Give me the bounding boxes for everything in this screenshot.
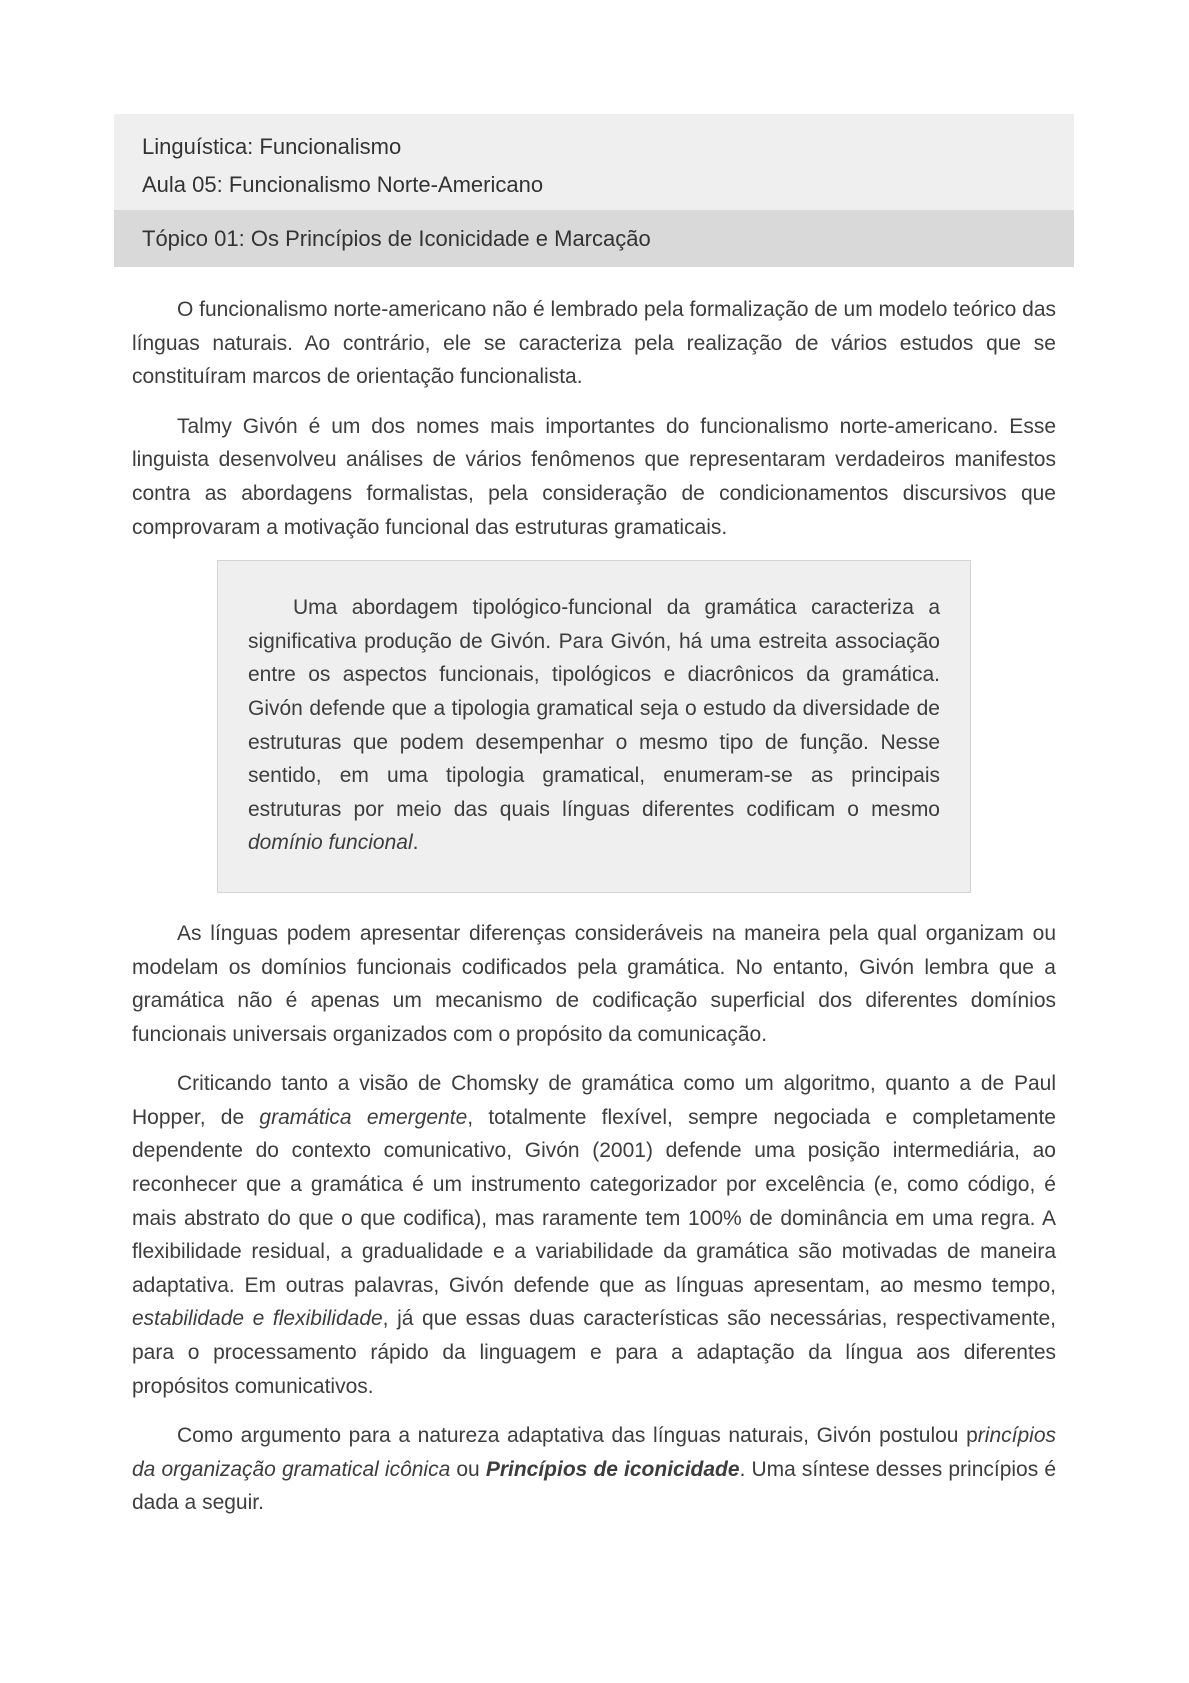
p5-part-e: . Uma síntese desses princípios é dada a seguir. — [132, 1457, 1056, 1515]
quote-paragraph — [248, 591, 940, 860]
topic-title: Tópico 01: Os Princípios de Iconicidade e Marcação — [114, 210, 1074, 267]
paragraph-1: O funcionalismo norte-americano não é lembrado pela formalização de um modelo teórico das línguas naturais. Ao contrário, ele se caracteriza pela realização de vários estudos que se constituíram marcos de orientação funcionalista. — [132, 298, 1056, 389]
p4-part-a: Criticando tanto a visão de Chomsky de gramática como um algoritmo, quanto a de Paul Hopper, de — [132, 1072, 1056, 1129]
p5-part-c: ou — [450, 1457, 486, 1481]
quote-box — [217, 560, 971, 893]
lesson-title: Aula 05: Funcionalismo Norte-Americano — [142, 172, 544, 197]
quote-end: . — [412, 831, 419, 855]
paragraph-2: Talmy Givón é um dos nomes mais importantes do funcionalismo norte-americano. Esse linguista desenvolveu análises de vários fenômenos que representaram verdadeiros manifestos contra as abordagens formalistas, pela consideração de condicionamentos discursivos que comprovaram a motivação funcional das estruturas gramaticais. — [132, 414, 1056, 539]
header-title-block — [114, 114, 1074, 210]
quote-italic-term: domínio funcional — [248, 831, 413, 855]
paragraph-4 — [132, 1067, 1056, 1403]
p5-italic-principles: rincípios da organização gramatical icônica — [132, 1424, 1056, 1481]
p5-part-a: Como argumento para a natureza adaptativa das línguas naturais, Givón postulou p — [177, 1424, 978, 1448]
course-title: Linguística: Funcionalismo — [142, 134, 402, 159]
paragraph-3: As línguas podem apresentar diferenças consideráveis na maneira pela qual organizam ou modelam os domínios funcionais codificados pela gramática. No entanto, Givón lembra que a gramática não é apenas um mecanismo de codificação superficial dos diferentes domínios funcionais universais organizados com o propósito da comunicação. — [132, 921, 1056, 1046]
document-body — [132, 293, 1056, 1536]
p4-italic-emergent-grammar: gramática emergente — [259, 1105, 468, 1129]
quote-text: Uma abordagem tipológico-funcional da gramática caracteriza a significativa produção de Givón. Para Givón, há uma estreita associação entre os aspectos funcionais, tipológicos e diacrônicos da gramática. Givón defende que a tipologia gramatical seja o estudo da diversidade de estruturas que podem desempenhar o mesmo tipo de função. Nesse sentido, em uma tipologia gramatical, enumeram-se as principais estruturas por meio das quais línguas diferentes codificam o mesmo — [248, 596, 940, 821]
paragraph-5 — [132, 1419, 1056, 1520]
p5-bold-italic-iconicity: Princípios de iconicidade — [485, 1457, 740, 1481]
p4-part-c: , totalmente flexível, sempre negociada e completamente dependente do contexto comunicativo, Givón (2001) defende uma posição intermediária, ao reconhecer que a gramática é um instrumento categorizador por excelência (e, como código, é mais abstrato do que o que codifica), mas raramente tem 100% de dominância em uma regra. A flexibilidade residual, a gradualidade e a variabilidade da gramática são motivadas de maneira adaptativa. Em outras palavras, Givón defende que as línguas apresentam, ao mesmo tempo, — [132, 1105, 1056, 1297]
p4-part-e: , já que essas duas características são necessárias, respectivamente, para o processamento rápido da linguagem e para a adaptação da língua aos diferentes propósitos comunicativos. — [132, 1307, 1056, 1398]
lesson-header — [114, 114, 1074, 267]
p4-italic-stability: estabilidade e flexibilidade — [132, 1307, 383, 1331]
